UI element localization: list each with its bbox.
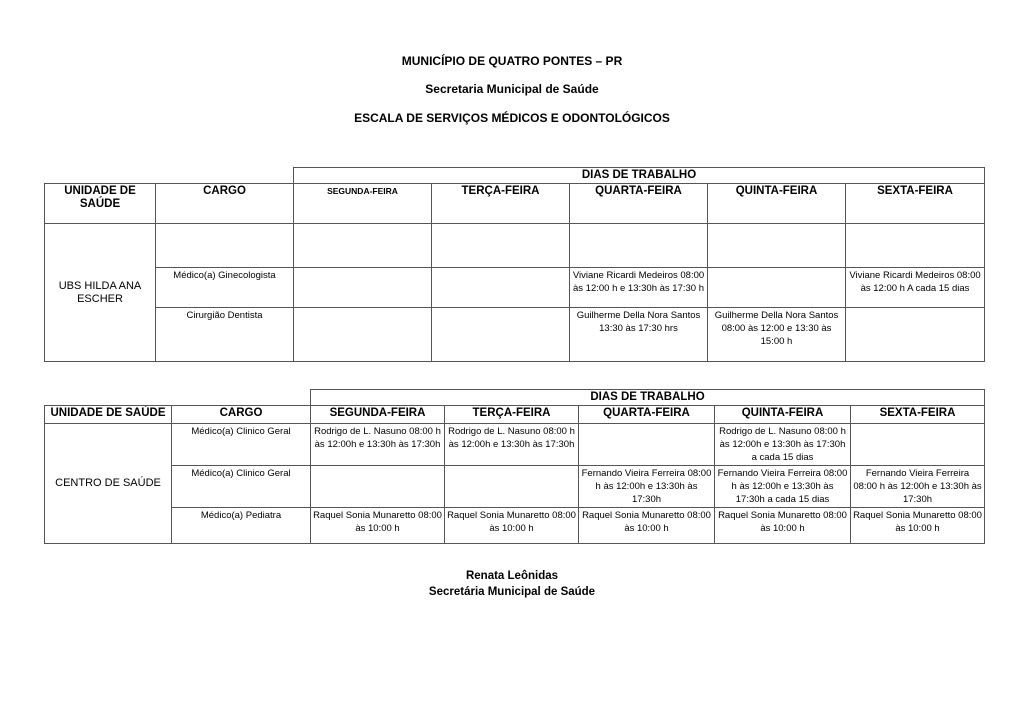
schedule-cell — [851, 424, 985, 466]
day-header-monday: SEGUNDA-FEIRA — [294, 184, 432, 224]
schedule-cell: Rodrigo de L. Nasuno 08:00 h às 12:00h e 13:30h às 17:30h — [445, 424, 579, 466]
day-header-thursday: QUINTA-FEIRA — [715, 406, 851, 424]
schedule-cell: Fernando Vieira Ferreira 08:00 h às 12:00h e 13:30h às 17:30h a cada 15 dias — [715, 466, 851, 508]
table-row — [45, 424, 985, 466]
schedule-table-ubs — [44, 167, 985, 362]
schedule-cell — [294, 268, 432, 308]
secretariat-title: Secretaria Municipal de Saúde — [425, 82, 599, 96]
table-row — [45, 268, 985, 308]
schedule-cell — [579, 424, 715, 466]
day-header-tuesday: TERÇA-FEIRA — [432, 184, 570, 224]
signature-name: Renata Leônidas — [465, 570, 559, 582]
schedule-cell: Fernando Vieira Ferreira 08:00 h às 12:00h e 13:30h às 17:30h — [579, 466, 715, 508]
schedule-cell: Rodrigo de L. Nasuno 08:00 h às 12:00h e 13:30h às 17:30h a cada 15 dias — [715, 424, 851, 466]
schedule-cell — [846, 308, 985, 362]
empty-corner — [45, 390, 311, 406]
day-header-friday: SEXTA-FEIRA — [846, 184, 985, 224]
table-row — [45, 224, 985, 268]
unit-column-header: UNIDADE DE SAÚDE — [45, 184, 156, 224]
municipality-title: MUNICÍPIO DE QUATRO PONTES – PR — [401, 54, 623, 68]
schedule-cell: Fernando Vieira Ferreira 08:00 h às 12:00h e 13:30h às 17:30h — [851, 466, 985, 508]
schedule-title: ESCALA DE SERVIÇOS MÉDICOS E ODONTOLÓGICOS — [354, 111, 670, 125]
schedule-cell: Viviane Ricardi Medeiros 08:00 às 12:00 h e 13:30h às 17:30 h — [570, 268, 708, 308]
schedule-cell — [708, 224, 846, 268]
table-row — [45, 508, 985, 544]
work-days-header: DIAS DE TRABALHO — [311, 390, 985, 406]
unit-name: CENTRO DE SAÚDE — [45, 424, 172, 544]
schedule-cell — [294, 224, 432, 268]
cargo-cell: Médico(a) Pediatra — [172, 508, 311, 544]
cargo-cell: Médico(a) Clinico Geral — [172, 424, 311, 466]
schedule-cell — [846, 224, 985, 268]
cargo-column-header: CARGO — [172, 406, 311, 424]
schedule-table-centro — [44, 389, 985, 544]
work-days-header: DIAS DE TRABALHO — [294, 168, 985, 184]
schedule-cell — [432, 268, 570, 308]
day-header-wednesday: QUARTA-FEIRA — [570, 184, 708, 224]
cargo-column-header: CARGO — [156, 184, 294, 224]
schedule-cell: Raquel Sonia Munaretto 08:00 às 10:00 h — [851, 508, 985, 544]
day-header-thursday: QUINTA-FEIRA — [708, 184, 846, 224]
schedule-cell: Raquel Sonia Munaretto 08:00 às 10:00 h — [715, 508, 851, 544]
day-header-wednesday: QUARTA-FEIRA — [579, 406, 715, 424]
schedule-cell — [294, 308, 432, 362]
table-row — [45, 466, 985, 508]
schedule-cell: Viviane Ricardi Medeiros 08:00 às 12:00 h A cada 15 dias — [846, 268, 985, 308]
signature-title: Secretária Municipal de Saúde — [428, 586, 596, 598]
cargo-cell — [156, 224, 294, 268]
schedule-cell — [432, 308, 570, 362]
schedule-cell: Raquel Sonia Munaretto 08:00 às 10:00 h — [579, 508, 715, 544]
day-header-friday: SEXTA-FEIRA — [851, 406, 985, 424]
unit-column-header: UNIDADE DE SAÚDE — [45, 406, 172, 424]
table-row — [45, 308, 985, 362]
cargo-cell: Médico(a) Clinico Geral — [172, 466, 311, 508]
schedule-cell: Rodrigo de L. Nasuno 08:00 h às 12:00h e 13:30h às 17:30h — [311, 424, 445, 466]
schedule-cell — [570, 224, 708, 268]
day-header-tuesday: TERÇA-FEIRA — [445, 406, 579, 424]
unit-name: UBS HILDA ANA ESCHER — [45, 224, 156, 362]
schedule-cell — [445, 466, 579, 508]
schedule-cell — [708, 268, 846, 308]
schedule-cell — [311, 466, 445, 508]
cargo-cell: Cirurgião Dentista — [156, 308, 294, 362]
schedule-cell: Guilherme Della Nora Santos 13:30 às 17:30 hrs — [570, 308, 708, 362]
schedule-cell — [432, 224, 570, 268]
schedule-cell: Raquel Sonia Munaretto 08:00 às 10:00 h — [445, 508, 579, 544]
schedule-cell: Raquel Sonia Munaretto 08:00 às 10:00 h — [311, 508, 445, 544]
empty-corner — [45, 168, 294, 184]
cargo-cell: Médico(a) Ginecologista — [156, 268, 294, 308]
day-header-monday: SEGUNDA-FEIRA — [311, 406, 445, 424]
schedule-cell: Guilherme Della Nora Santos 08:00 às 12:00 e 13:30 às 15:00 h — [708, 308, 846, 362]
